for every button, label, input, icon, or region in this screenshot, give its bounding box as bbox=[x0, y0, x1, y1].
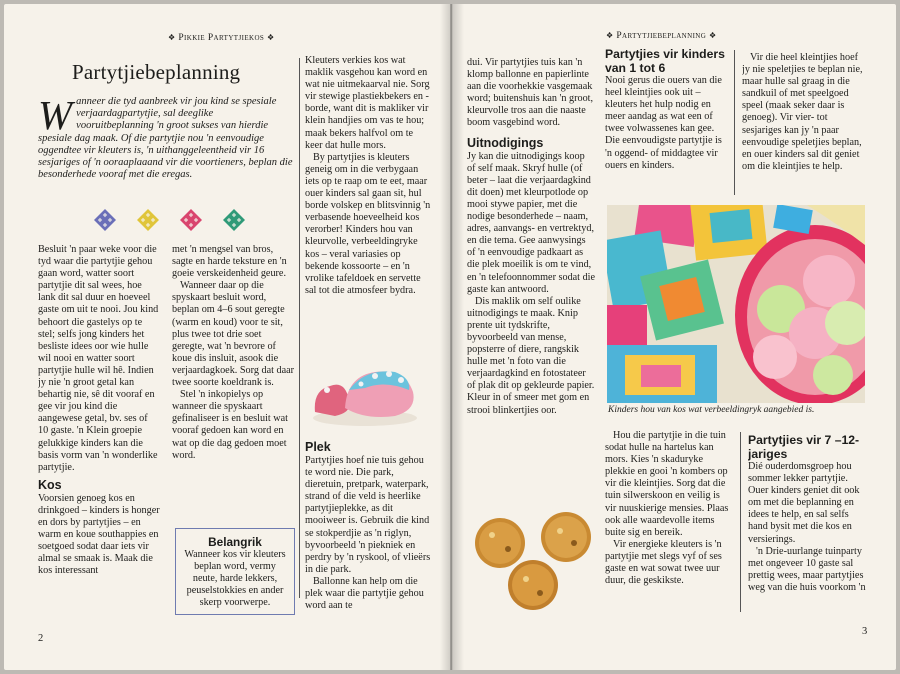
paragraph: Ballonne kan help om die plek waar die partytjie gehou word aan te bbox=[305, 575, 424, 612]
box-text: Wanneer kos vir kleuters beplan word, vermy neute, harde lekkers, peuselstokkies en ander skerp voorwerpe. bbox=[184, 549, 286, 608]
header-text: Partytjiebeplanning bbox=[616, 31, 707, 41]
paragraph: Partytjies hoef nie tuis gehou te word nie. Die park, dieretuin, pretpark, waterpark, strand of die veld is heerlike partytjieplekke, as dit mooiweer is. Gebruik die kind se stokperdjie as 'n riglyn, byvoorbeeld 'n piekniek en perdry by 'n ryskool, of vlieërs in die park. bbox=[305, 455, 431, 575]
decorative-diamonds bbox=[92, 206, 252, 234]
right-column-3-top bbox=[742, 52, 866, 202]
party-food-photo bbox=[607, 205, 865, 403]
paragraph: By partytjies is kleuters geneig om in die verbygaan iets op te raap om te eet, maar ouer kinders sal gaan sit, hul borde volskep en blitsvinnig 'n verbasende hoeveelheid kos verorber! Kinders hou van kleurvolle, verbeeldingryke kos – veral variasies op bekende kossoorte – en 'n vrolike tafeldoek en servette sal tot die atmosfeer bydra. bbox=[305, 151, 431, 296]
paragraph: dui. Vir partytjies tuis kan 'n klomp ballonne en papierlinte aan die voorhekkie vasgemaak word; buitenshuis kan 'n groot, kleurvolle tros aan die naaste boom vasgebind word. bbox=[467, 57, 594, 129]
paragraph: Dié ouderdomsgroep hou sommer lekker partytjie. Ouer kinders geniet dit ook om met die beplanning en idees te help, en sal selfs hand bysit met die kos en versierings. bbox=[748, 461, 860, 545]
cookies-photo bbox=[470, 505, 600, 615]
photo-caption: Kinders hou van kos wat verbeeldingryk aangebied is. bbox=[608, 405, 815, 415]
box-title: Belangrik bbox=[208, 535, 262, 549]
cake-photo bbox=[305, 350, 425, 430]
page-number-left: 2 bbox=[38, 633, 44, 644]
left-column-3b bbox=[305, 440, 431, 625]
paragraph: Nooi gerus die ouers van die heel kleintjies ook uit – kleuters het hulp nodig en meer aandag as wat een of twee volwassenes kan gee. Die eenvoudigste partytjie is 'n oggend- of middagtee vir ouers en kinders. bbox=[605, 75, 722, 171]
heading-kinders-7-12: Partytjies vir 7 –12-jariges bbox=[748, 434, 860, 461]
paragraph: 'n Drie-uurlange tuinparty met ongeveer 10 gaste sal prettig wees, maar partytjies weg van die huis voorkom 'n bbox=[748, 545, 866, 593]
column-rule bbox=[299, 58, 300, 598]
diamond-icon bbox=[94, 209, 116, 231]
paragraph: Stel 'n inkopielys op wanneer die spyskaart gefinaliseer is en besluit wat vooraf gedoen kan word en wat op die dag gedoen moet word. bbox=[172, 389, 288, 461]
right-column-3-bottom bbox=[748, 434, 868, 624]
diamond-icon bbox=[223, 209, 245, 231]
ornament-icon: ❖ bbox=[709, 31, 717, 40]
right-column-1 bbox=[467, 57, 595, 442]
paragraph: Besluit 'n paar weke voor die tyd waar die partytjie gehou gaan word, watter soort partytjie dit sal wees, hoe lank dit sal duur en hoeveel gaste om uit te nooi. Jou kind behoort die gastelys op te stel; selfs jong kinders het besliste idees oor wie hulle wil nooi en watter soort partytjie hulle wil hê. Indien jy nie 'n groot getal kan behartig nie, sê dit vooraf en gee vir jou kind die aangewese getal, bv. ses of 10 gaste. 'n Klein groepie gelukkige kinders kan die basis vorm van 'n wonderlike partytjie. bbox=[38, 244, 159, 473]
paragraph: Vir die heel kleintjies hoef jy nie speletjies te beplan nie, maar hulle sal graag in die sandkuil of met speelgoed speel (maak seker daar is genoeg). Vir vier- tot sesjariges kan jy 'n paar eenvoudige speletjies beplan, en ouer kinders sal dit geniet om die kleintjies te help. bbox=[742, 52, 863, 172]
right-column-2-bottom bbox=[605, 430, 733, 625]
column-rule bbox=[740, 432, 741, 612]
paragraph: Kleuters verkies kos wat maklik vasgehou kan word en wat nie uitmekaarval nie. Sorg vir stewige plastiekbekers en -borde, want dit is makliker vir klein handjies om vas te hou; maak bekers halfvol om te keer dat hulle mors. bbox=[305, 55, 430, 151]
book-gutter bbox=[440, 4, 464, 670]
right-column-2-top bbox=[605, 48, 725, 198]
paragraph: Jy kan die uitnodigings koop of self maak. Skryf hulle (of beter – laat die verjaardagkind dit doen) met kleurpotlode op mooi stywe papier, met die nodige besonderhede – naam, adres, aanvangs- en vertrektyd, en die tema. Gee aanwysings of 'n eenvoudige padkaart as die plek moeilik is om te vind, en 'n telefoonnommer sodat die gaste kan antwoord. bbox=[467, 150, 595, 295]
paragraph: Hou die partytjie in die tuin sodat hulle na hartelus kan mors. Kies 'n skaduryke plekkie en gooi 'n kombers op vir die kleintjies. Sorg dat die tuin silwerskoon en veilig is vir nuuskierige mensies. Plaas ook alle waardevolle items buite sig en bereik. bbox=[605, 430, 729, 538]
heading-kos: Kos bbox=[38, 477, 62, 492]
left-column-3 bbox=[305, 55, 431, 375]
heading-kinders-1-tot-6: Partytjies vir kinders van 1 tot 6 bbox=[605, 48, 725, 75]
intro-text: anneer die tyd aanbreek vir jou kind se spesiale verjaardagpartytjie, sal deeglike vooruitbeplanning 'n groot sukses van hierdie spesiale dag maak. Of die partytjie nou 'n eenvoudige oggendtee vir kleuters is, 'n uithanggeleentheid vir 16 sesjariges of 'n ooraaplaaand vir die voortieners, beplan die besonderhede vooraf met die eregas. bbox=[38, 96, 293, 181]
running-header-right bbox=[606, 31, 717, 41]
paragraph: Wanneer daar op die spyskaart besluit word, beplan om 4–6 sout geregte (warm en koud) voor te sit, plus twee tot drie soet geregte, wat 'n bevrore of koue dis insluit, asook die verjaardagkoek. Sorg dat daar twee soorte koeldrank is. bbox=[172, 280, 294, 389]
ornament-icon: ❖ bbox=[606, 31, 614, 40]
paragraph: Dis maklik om self oulike uitnodigings te maak. Knip prente uit tydskrifte, byvoorbeeld van mense, popsterre of diere, rangskik hulle met 'n foto van die verjaardagkind en fotostateer of plak dit op gekleurde papier. Kleur in of smeer met gom en strooi blinkertjies oor. bbox=[467, 295, 595, 416]
ornament-icon: ❖ bbox=[266, 33, 275, 42]
left-column-1 bbox=[38, 244, 160, 624]
diamond-icon bbox=[180, 209, 202, 231]
page-number-right: 3 bbox=[862, 626, 868, 637]
intro-paragraph bbox=[38, 92, 293, 181]
paragraph: Voorsien genoeg kos en drinkgoed – kinders is honger en dors by partytjies – en warm en koue southappies en soetgoed sodat daar iets vir almal se smaak is. Maak die kos interessant bbox=[38, 492, 160, 577]
ornament-icon: ❖ bbox=[168, 33, 176, 42]
paragraph: met 'n mengsel van bros, sagte en harde teksture en 'n goeie verskeidenheid geure. bbox=[172, 244, 287, 280]
running-header-left bbox=[168, 33, 275, 43]
important-box bbox=[175, 528, 295, 615]
left-column-2 bbox=[172, 244, 294, 499]
page-title: Partytjiebeplanning bbox=[72, 60, 241, 84]
paragraph: Vir energieke kleuters is 'n partytjie met slegs vyf of ses gaste en wat sowat twee uur duur, die geskikste. bbox=[605, 538, 722, 587]
drop-cap: W bbox=[38, 92, 73, 138]
column-rule bbox=[734, 50, 735, 195]
diamond-icon bbox=[137, 209, 159, 231]
heading-uitnodigings: Uitnodigings bbox=[467, 135, 544, 150]
heading-plek: Plek bbox=[305, 440, 331, 454]
header-text: Pikkie Partytjiekos bbox=[178, 33, 265, 43]
